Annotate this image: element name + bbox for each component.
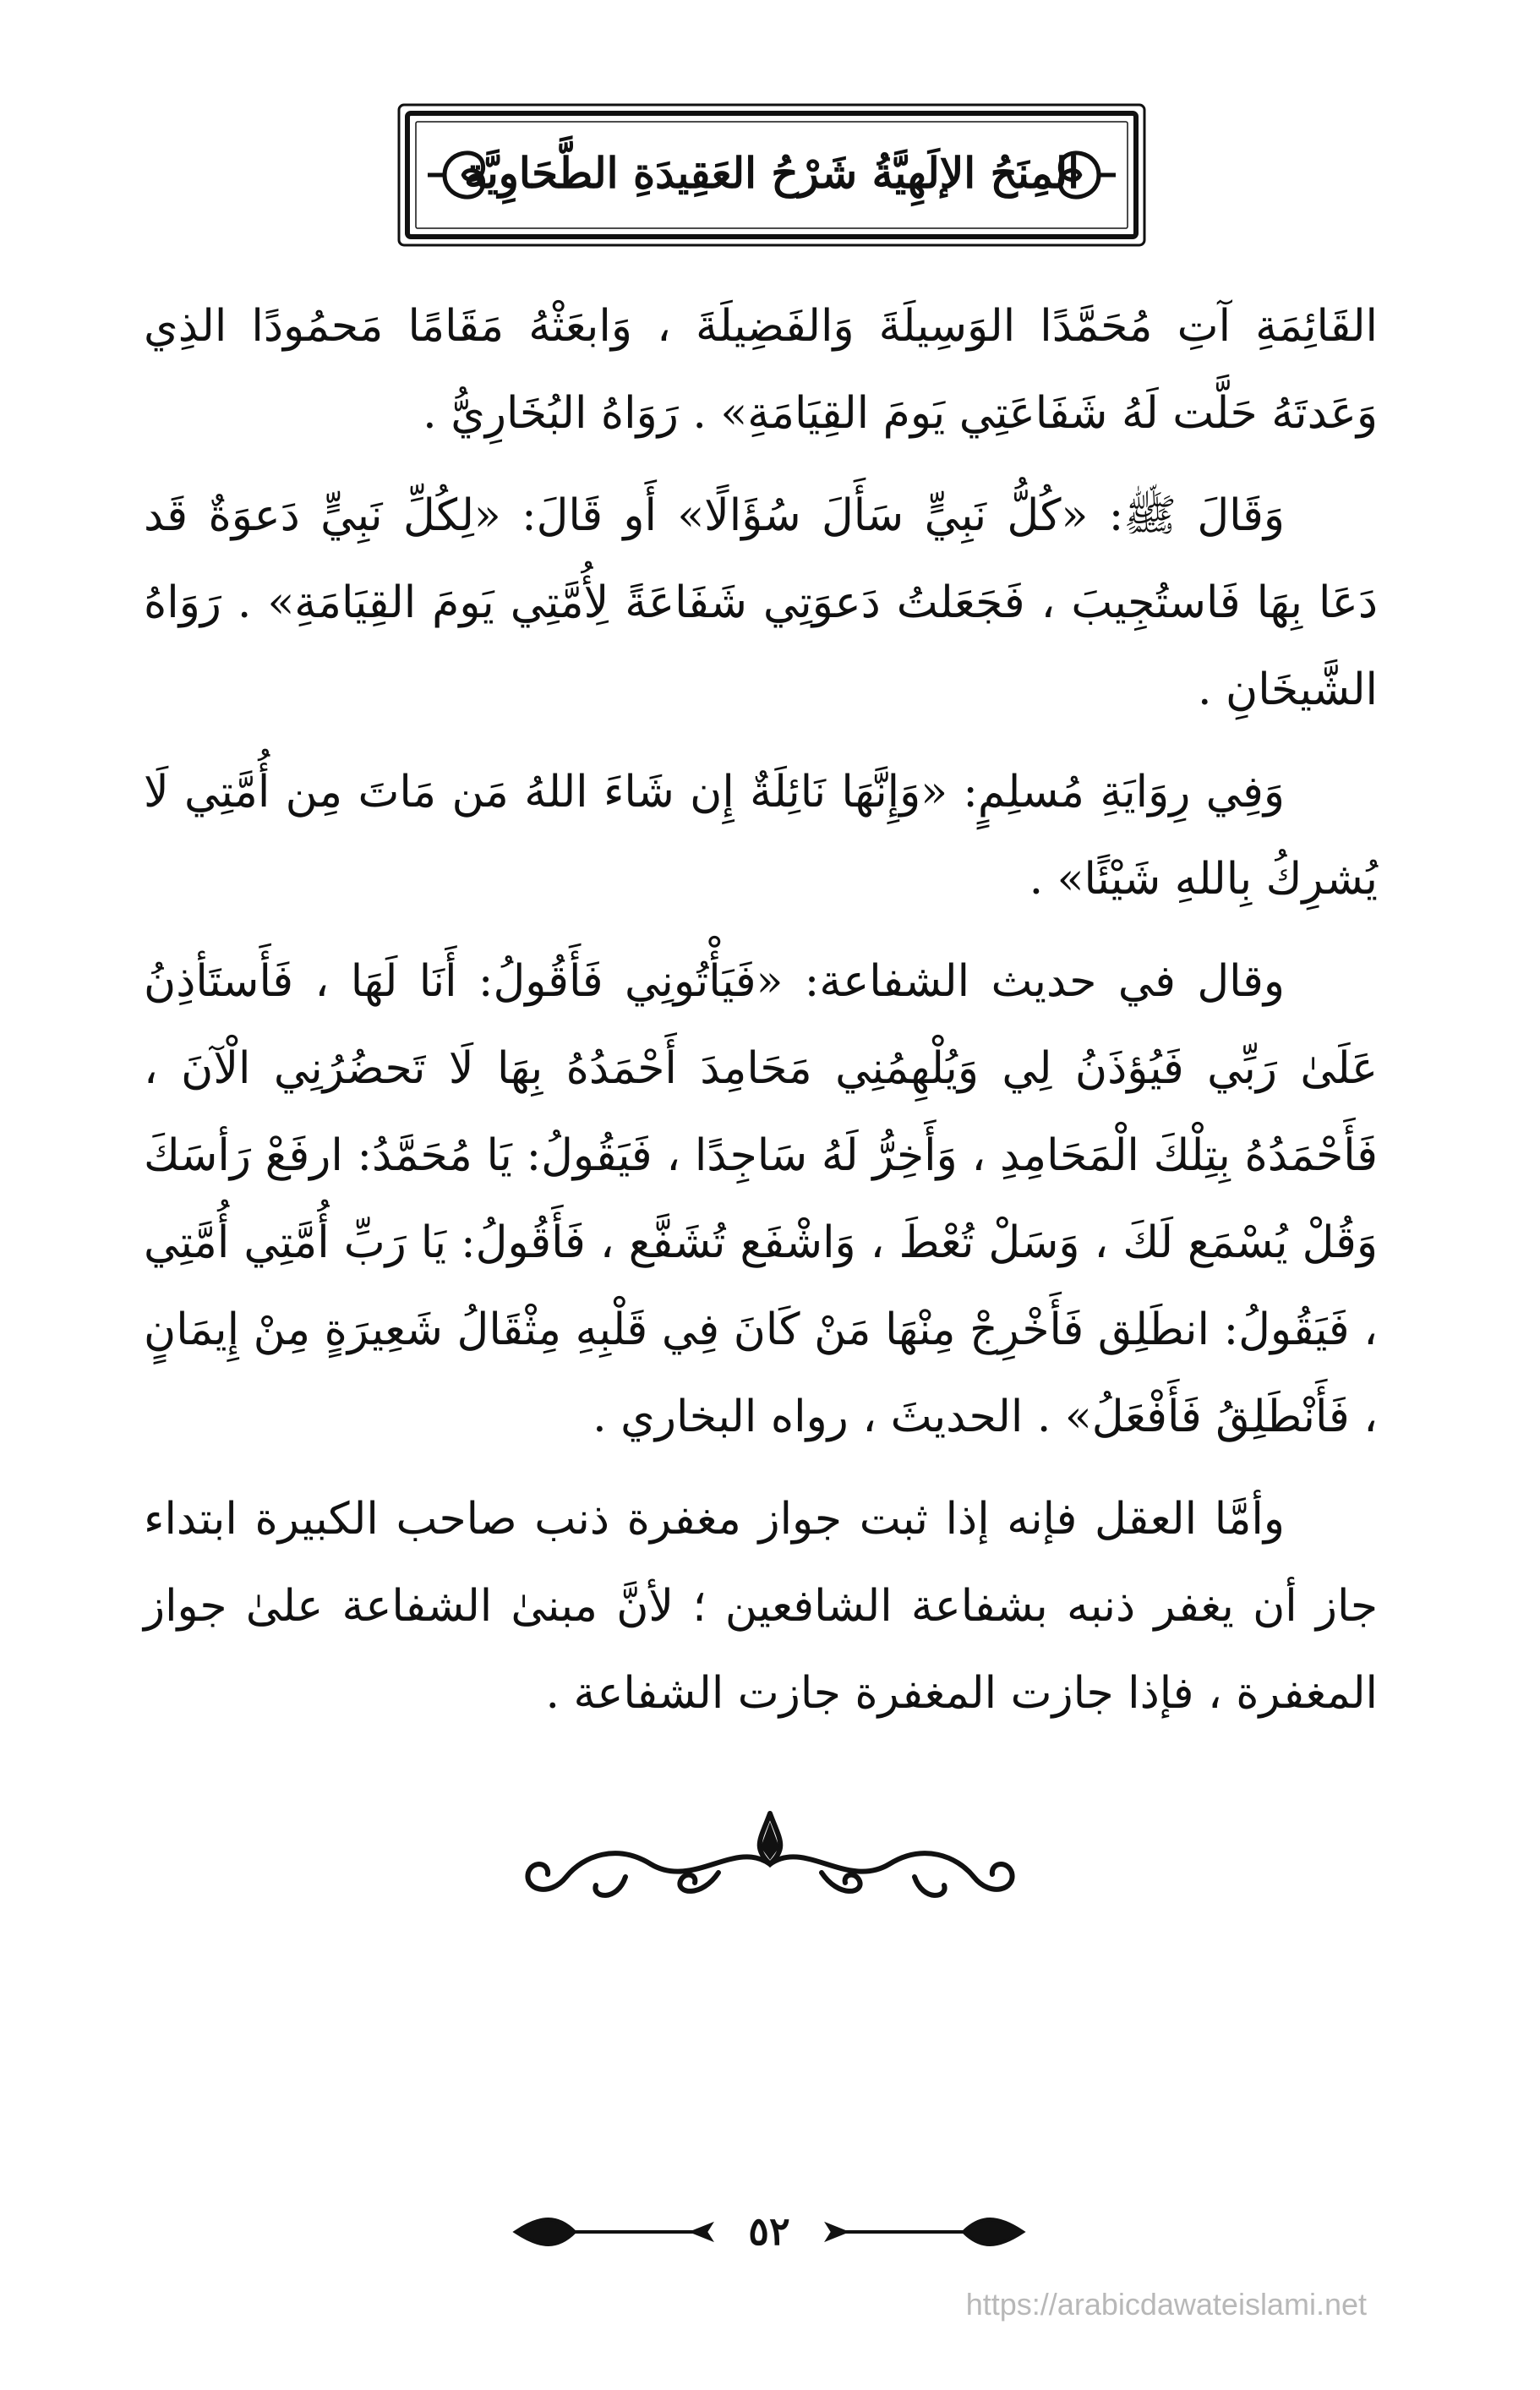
- section-end-ornament: [507, 1797, 1033, 1923]
- paragraph: وقال في حديث الشفاعة: «فَيَأْتُونِي فَأَقُولُ: أَنَا لَهَا ، فَأَستَأذِنُ عَلَىٰ رَبِّي فَيُؤذَنُ لِي وَيُلْهِمُنِي مَحَامِدَ أَحْمَدُهُ بِهَا لَا تَحضُرُنِي الْآنَ ، فَأَحْمَدُهُ بِتِلْكَ الْمَحَامِدِ ، وَأَخِرُّ لَهُ سَاجِدًا ، فَيَقُولُ: يَا مُحَمَّدُ: ارفَعْ رَأسَكَ وَقُلْ يُسْمَع لَكَ ، وَسَلْ تُعْطَ ، وَاشْفَع تُشَفَّع ، فَأَقُولُ: يَا رَبِّ أُمَّتِي أُمَّتِي ، فَيَقُولُ: انطَلِق فَأَخْرِجْ مِنْهَا مَنْ كَانَ فِي قَلْبِهِ مِثْقَالُ شَعِيرَةٍ مِنْ إِيمَانٍ ، فَأَنْطَلِقُ فَأَفْعَلُ» . الحديثَ ، رواه البخاري .: [144, 956, 1378, 1442]
- main-text: [144, 283, 1378, 1737]
- book-title: المِنَحُ الإلَهِيَّةُ شَرْحُ العَقِيدَةِ الطَّحَاوِيَّة: [464, 148, 1079, 198]
- page-footer: [499, 2202, 1040, 2261]
- paragraph: وأمَّا العقل فإنه إذا ثبت جواز مغفرة ذنب صاحب الكبيرة ابتداء جاز أن يغفر ذنبه بشفاعة الشافعين ؛ لأنَّ مبنىٰ الشفاعة علىٰ جواز المغفرة ، فإذا جازت المغفرة جازت الشفاعة .: [144, 1494, 1378, 1719]
- watermark-url: https://arabicdawateislami.net: [965, 2287, 1367, 2322]
- paragraph: وَفِي رِوَايَةِ مُسلِمٍ: «وَإِنَّهَا نَائِلَةٌ إِن شَاءَ اللهُ مَن مَاتَ مِن أُمَّتِي لَا يُشرِكُ بِاللهِ شَيْئًا» .: [144, 767, 1378, 905]
- running-header: [394, 100, 1150, 250]
- paragraph: وَقَالَ ﷺ: «كُلُّ نَبِيٍّ سَأَلَ سُؤَالًا» أَو قَالَ: «لِكُلِّ نَبِيٍّ دَعوَةٌ قَد دَعَا بِهَا فَاستُجِيبَ ، فَجَعَلتُ دَعوَتِي شَفَاعَةً لِأُمَّتِي يَومَ القِيَامَةِ» . رَوَاهُ الشَّيخَانِ .: [144, 490, 1378, 715]
- paragraph: القَائِمَةِ آتِ مُحَمَّدًا الوَسِيلَةَ وَالفَضِيلَةَ ، وَابعَثْهُ مَقَامًا مَحمُودًا الذِي وَعَدتَهُ حَلَّت لَهُ شَفَاعَتِي يَومَ القِيَامَةِ» . رَوَاهُ البُخَارِيُّ .: [144, 301, 1378, 439]
- page-number: ٥٢: [748, 2208, 790, 2254]
